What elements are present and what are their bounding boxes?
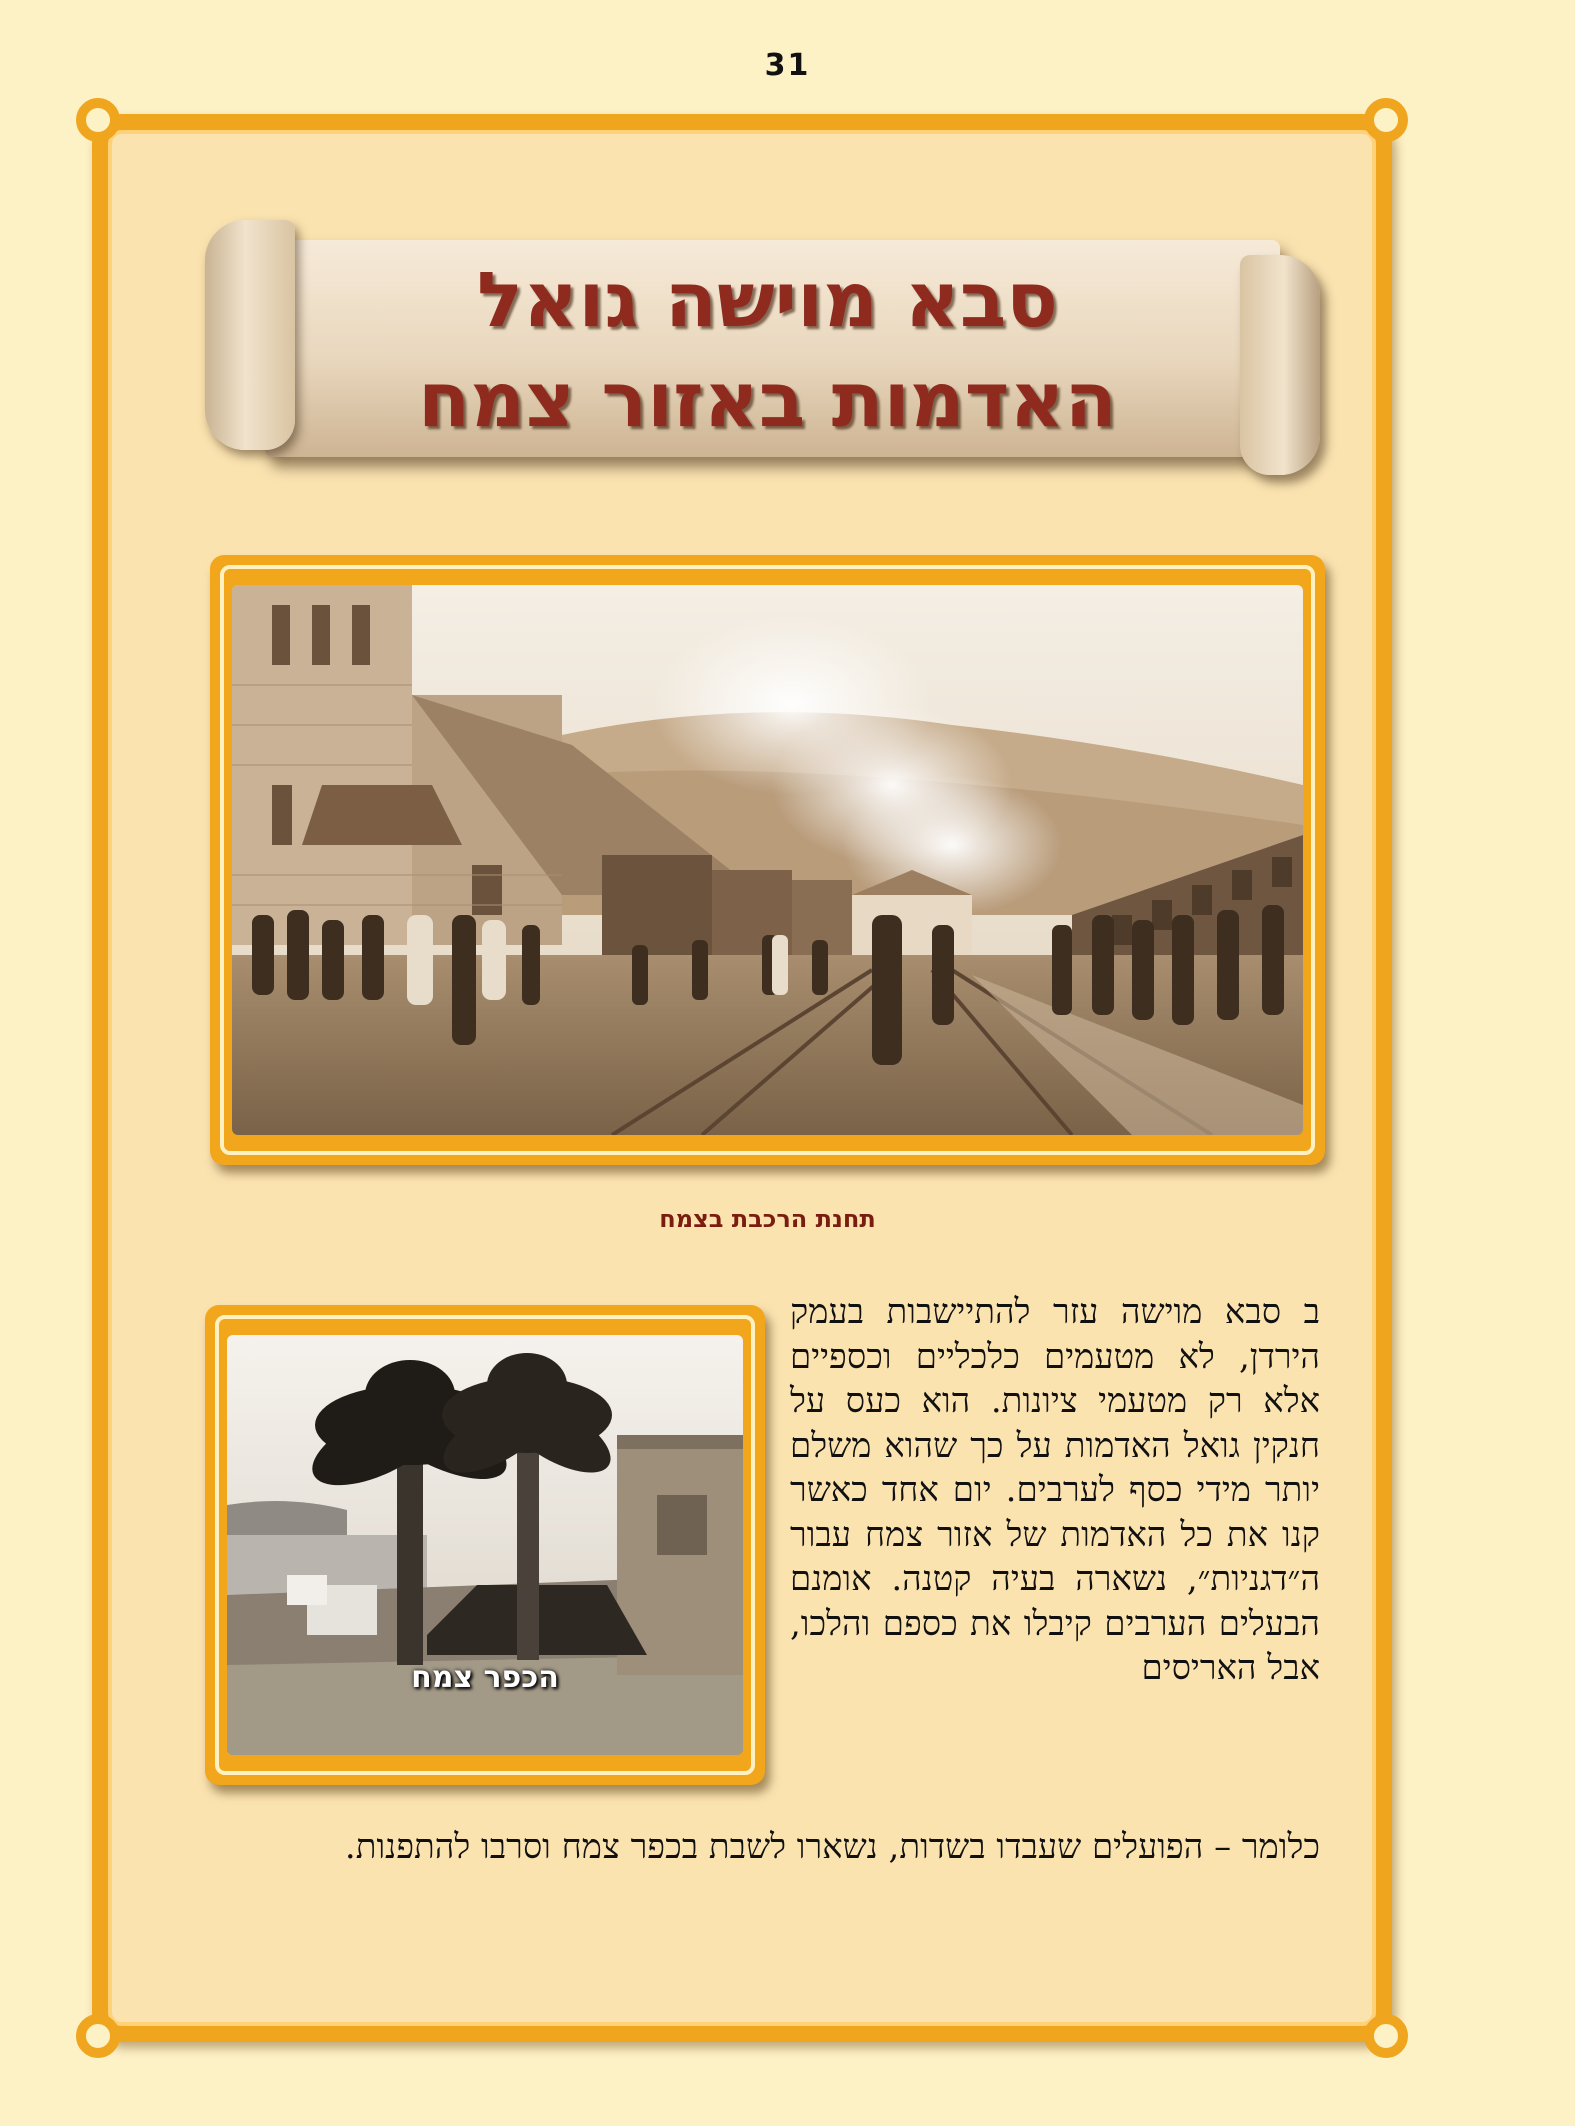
frame-corner-ornament bbox=[76, 2014, 120, 2058]
page-number: 31 bbox=[764, 48, 811, 83]
page-title-line-1: סבא מוישה גואל bbox=[477, 255, 1058, 344]
train-station-photo bbox=[232, 585, 1303, 1135]
body-paragraph: ב סבא מוישה עזר להתיישבות בעמק הירדן, לא מטעמים כלכליים וכספיים אלא רק מטעמי ציונות. הוא כעס על חנקין גואל האדמות על כך שהוא משלם יותר מידי כסף לערבים. יום אחד כאשר קנו את כל האדמות של אזור צמח עבור ה״דגניות״, נשארה בעיה קטנה. אומנם הבעלים הערבים קיבלו את כספם והלכו, אבל האריסים bbox=[790, 1292, 1320, 1688]
village-photo-label: הכפר צמח bbox=[411, 1660, 559, 1695]
station-photo-frame bbox=[210, 555, 1325, 1165]
scroll-roll-right bbox=[1240, 255, 1320, 475]
village-photo-frame bbox=[205, 1305, 765, 1785]
body-paragraph-continuation: כלומר – הפועלים שעבדו בשדות, נשארו לשבת בכפר צמח וסרבו להתפנות. bbox=[344, 1827, 1320, 1867]
scroll-roll-left bbox=[205, 220, 295, 450]
page-title-line-2: האדמות באזור צמח bbox=[418, 355, 1117, 444]
frame-corner-ornament bbox=[1364, 2014, 1408, 2058]
train-station-illustration bbox=[232, 585, 1303, 1135]
frame-corner-ornament bbox=[1364, 98, 1408, 142]
page-title bbox=[305, 250, 1230, 450]
frame-corner-ornament bbox=[76, 98, 120, 142]
title-scroll-banner bbox=[205, 220, 1320, 475]
village-photo bbox=[227, 1335, 743, 1755]
station-photo-caption: תחנת הרכבת בצמח bbox=[659, 1205, 876, 1233]
